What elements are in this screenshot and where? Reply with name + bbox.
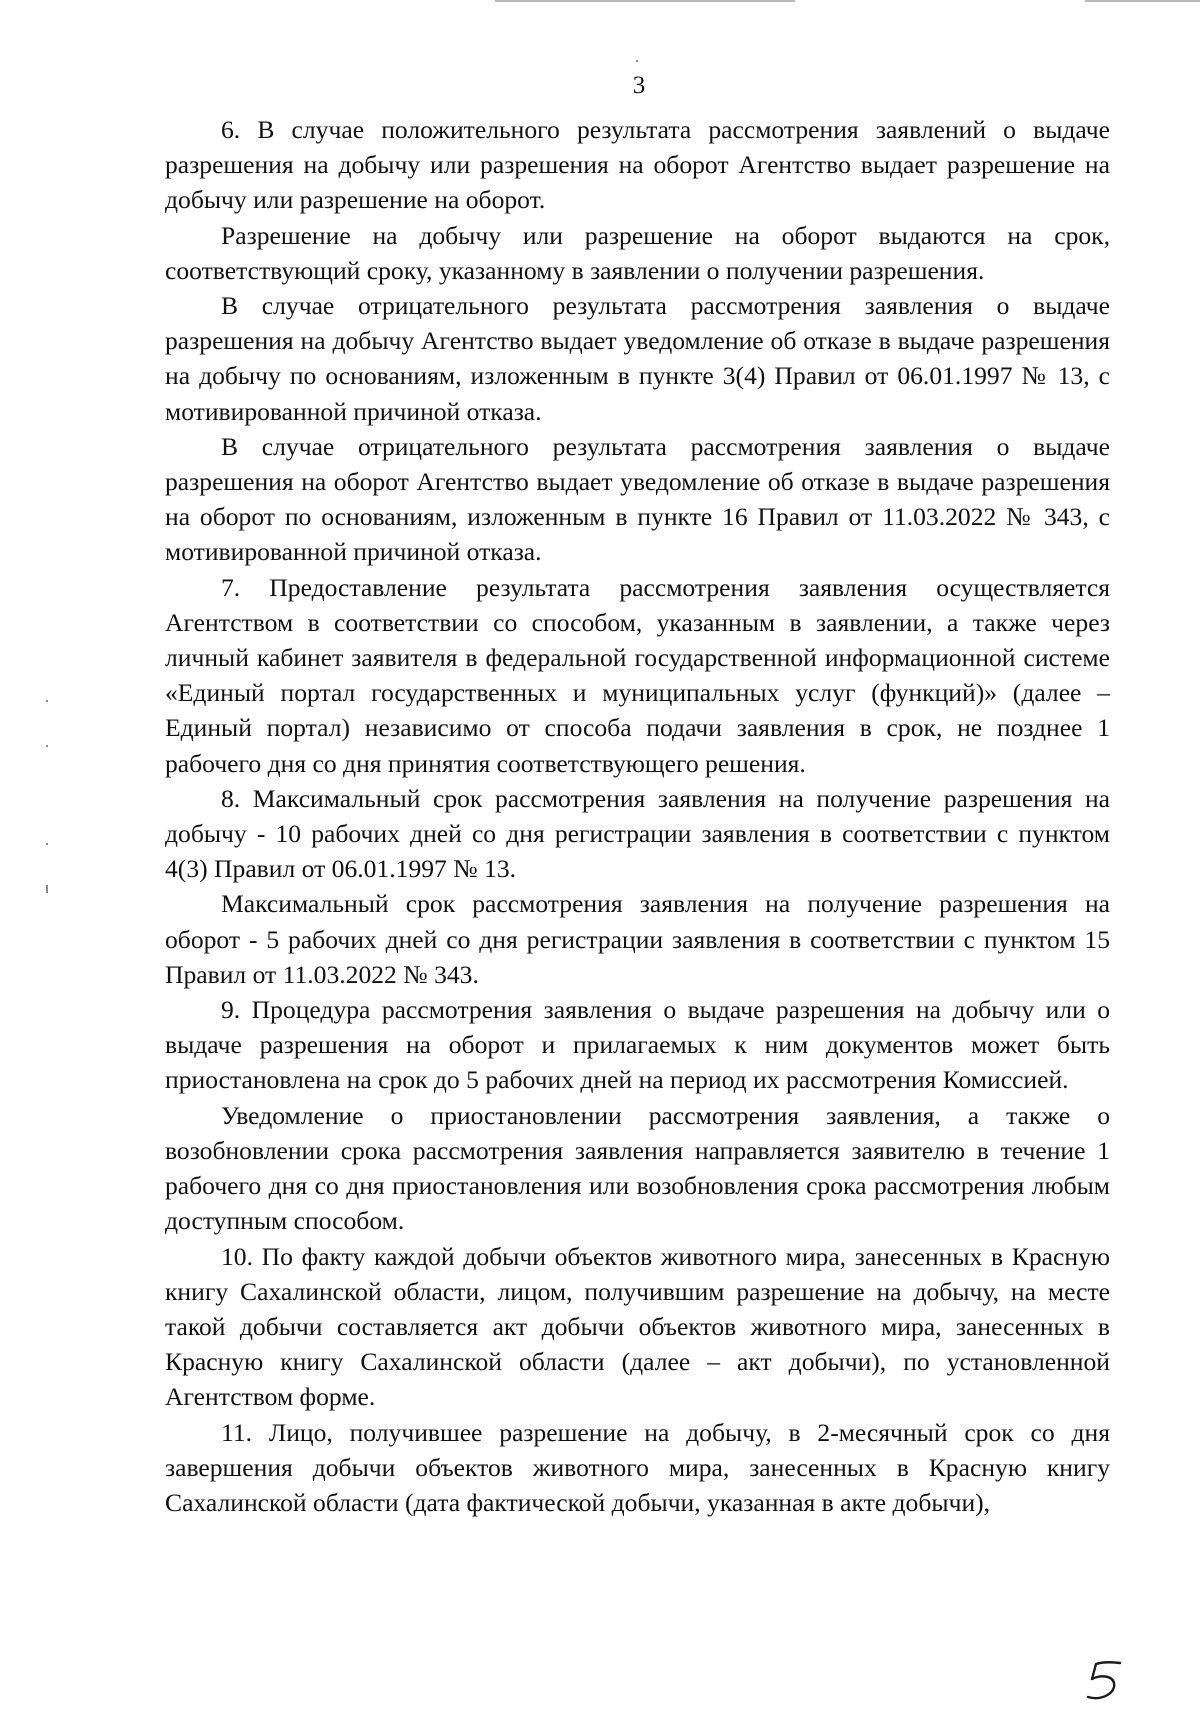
scan-edge-line <box>1085 0 1200 2</box>
handwritten-page-mark <box>1076 1649 1136 1709</box>
paragraph-6-refusal-trade: В случае отрицательного результата рассмотрения заявления о выдаче разрешения на оборот Агентство выдает уведомление об отказе в выдаче разрешения на оборот по основаниям, изложенным в пункте 16 Правил от 11.03.2022 № 343, с мотивированной причиной отказа. <box>165 431 1110 567</box>
paragraph-9: 9. Процедура рассмотрения заявления о выдаче разрешения на добычу или о выдаче разрешения на оборот и прилагаемых к ним документов может быть приостановлена на срок до 5 рабочих дней на период их рассмотрения Комиссией. <box>165 995 1110 1095</box>
paragraph-6-refusal-catch: В случае отрицательного результата рассмотрения заявления о выдаче разрешения на добычу Агентство выдает уведомление об отказе в выдаче разрешения на добычу по основаниям, изложенным в пункте 3(4) Правил от 06.01.1997 № 13, с мотивированной причиной отказа. <box>165 291 1110 426</box>
scan-edge-line <box>495 0 795 2</box>
page-number: 3 <box>632 72 646 99</box>
paragraph-11: 11. Лицо, получившее разрешение на добычу, в 2-месячный срок со дня завершения добычи объектов животного мира, занесенных в Красную книгу Сахалинской области (дата фактической добычи, указанная в акте добычи), <box>165 1417 1110 1517</box>
paragraph-8: 8. Максимальный срок рассмотрения заявления на получение разрешения на добычу - 10 рабочих дней со дня регистрации заявления в соответствии с пунктом 4(3) Правил от 06.01.1997 № 13. <box>165 783 1110 884</box>
scan-speck <box>46 885 48 893</box>
document-body <box>165 112 1110 1520</box>
scan-speck <box>636 60 638 62</box>
scan-speck <box>46 745 48 747</box>
paragraph-10: 10. По факту каждой добычи объектов животного мира, занесенных в Красную книгу Сахалинской области, лицом, получившим разрешение на добычу, на месте такой добычи составляется акт добычи объектов животного мира, занесенных в Красную книгу Сахалинской области (далее – акт добычи), по установленной Агентством форме. <box>165 1241 1110 1412</box>
paragraph-7: 7. Предоставление результата рассмотрения заявления осуществляется Агентством в соответствии со способом, указанным в заявлении, а также через личный кабинет заявителя в федеральной государственной информационной системе «Единый портал государственных и муниципальных услуг (функций)» (далее – Единый портал) независимо от способа подачи заявления в срок, не позднее 1 рабочего дня со дня принятия соответствующего решения. <box>165 572 1110 778</box>
paragraph-9-notice: Уведомление о приостановлении рассмотрения заявления, а также о возобновлении срока рассмотрения заявления направляется заявителю в течение 1 рабочего дня со дня приостановления или возобновления срока рассмотрения любым доступным способом. <box>165 1100 1110 1236</box>
paragraph-8-trade: Максимальный срок рассмотрения заявления на получение разрешения на оборот - 5 рабочих дней со дня регистрации заявления в соответствии с пунктом 15 Правил от 11.03.2022 № 343. <box>165 889 1110 989</box>
scan-speck <box>46 700 48 702</box>
paragraph-6: 6. В случае положительного результата рассмотрения заявлений о выдаче разрешения на добычу или разрешения на оборот Агентство выдает разрешение на добычу или разрешение на оборот. <box>165 115 1110 215</box>
paragraph-6-term: Разрешение на добычу или разрешение на оборот выдаются на срок, соответствующий сроку, указанному в заявлении о получении разрешения. <box>165 220 1110 285</box>
scan-speck <box>46 843 48 845</box>
